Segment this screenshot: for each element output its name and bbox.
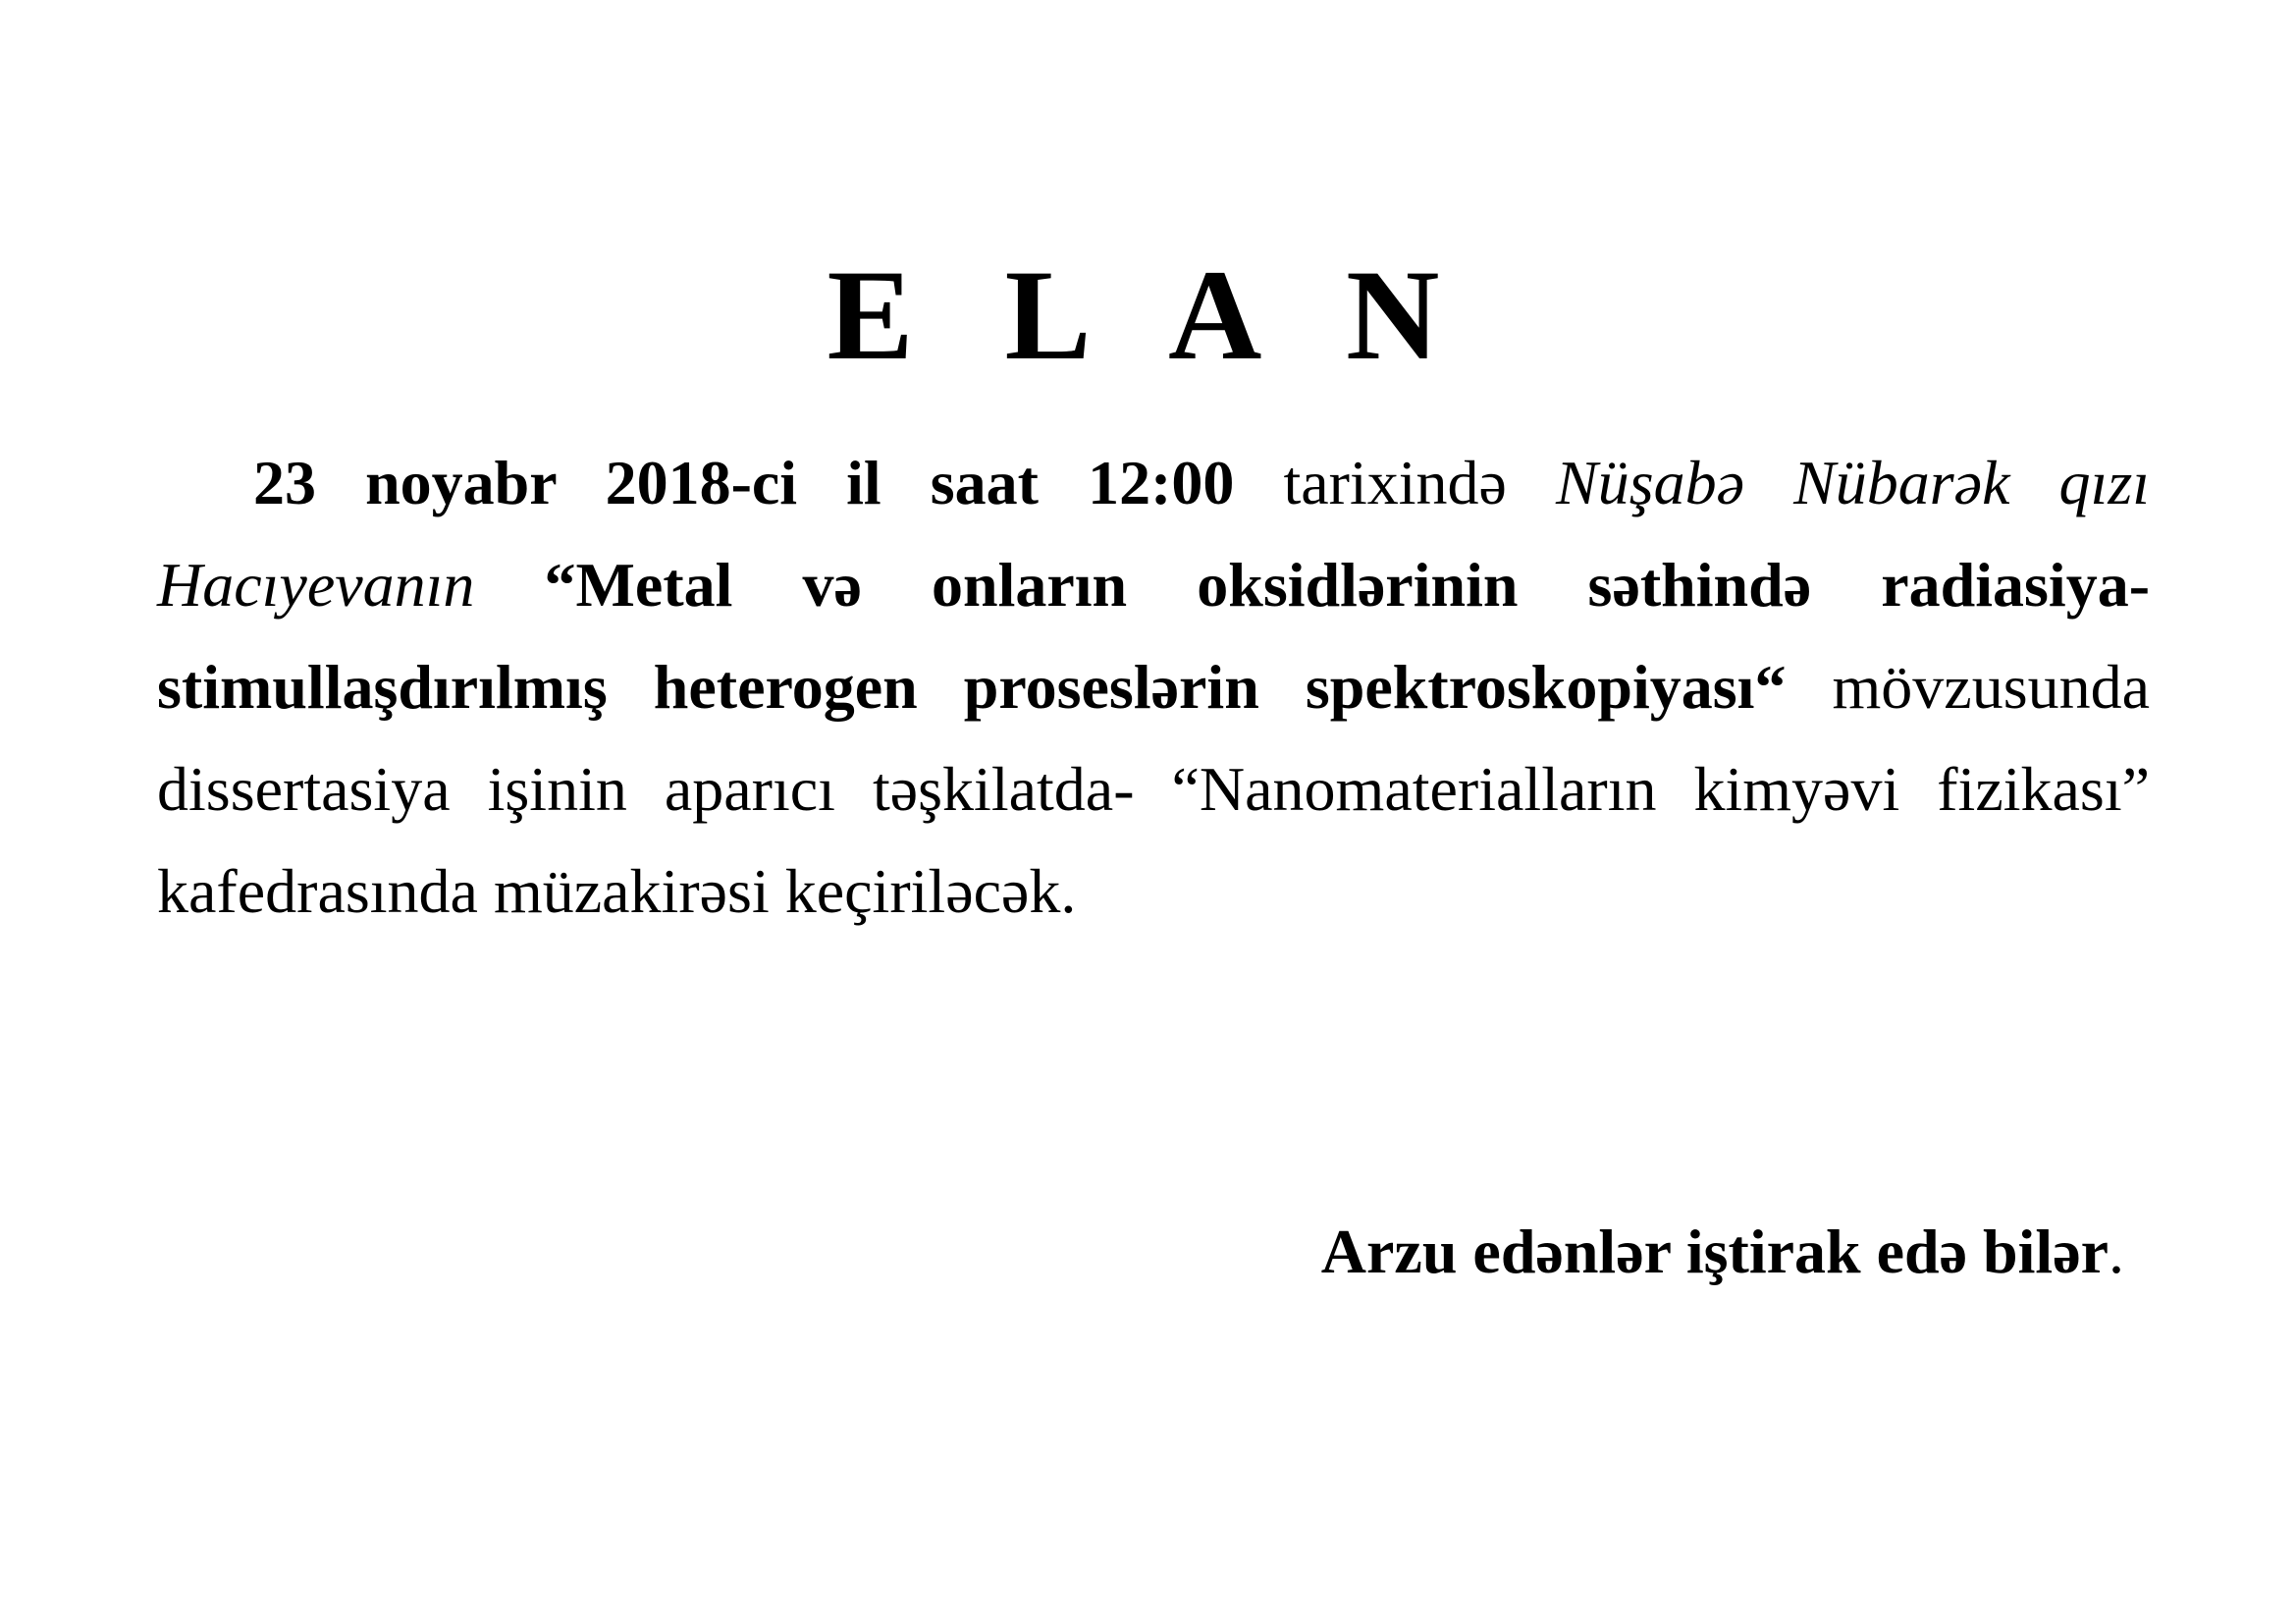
announcement-paragraph [157, 432, 2150, 943]
paragraph-text-2 [474, 550, 544, 620]
closing-note [1321, 1213, 2124, 1291]
event-date-time: 23 noyabr 2018-ci il saat 12:00 [253, 448, 1235, 517]
closing-text: Arzu edənlər iştirak edə bilər [1320, 1217, 2109, 1286]
candidate-name: Nüşabə Nübarək qızı Hacıyevanın [157, 448, 2151, 620]
announcement-title: E L A N [827, 243, 1469, 387]
paragraph-text-3: mövzusunda dissertasiya işinin aparıcı təşkilatda- “Nanomaterialların kimyəvi fizikası” kafedrasında müzakirəsi keçiriləcək. [157, 652, 2151, 926]
dissertation-topic: “Metal və onların oksidlərinin səthində radiasiya-stimullaşdırılmış heterogen proseslərin spektroskopiyası“ [157, 550, 2151, 722]
closing-period: . [2109, 1217, 2124, 1286]
paragraph-text-1: tarixində [1234, 448, 1556, 517]
